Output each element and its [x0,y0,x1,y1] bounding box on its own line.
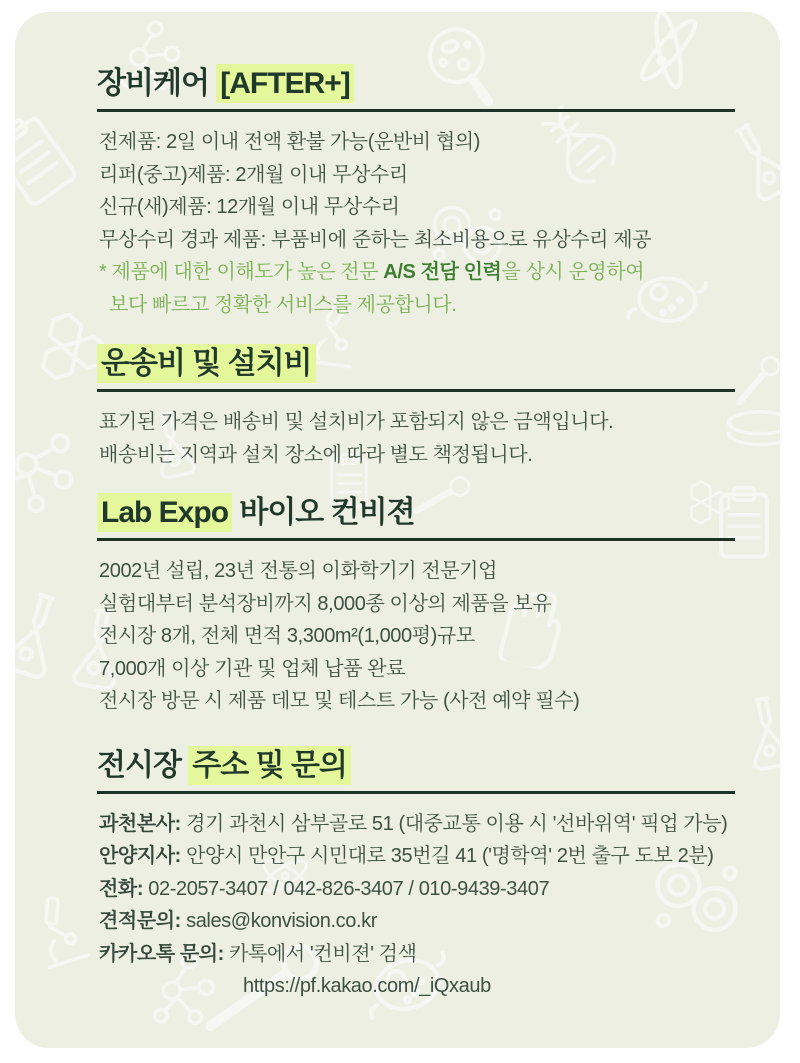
contact-row-kakao [99,938,780,971]
body-line: 무상수리 경과 제품: 부품비에 준하는 최소비용으로 유상수리 제공 [99,228,652,251]
contact-row-phone [99,873,780,906]
section-title-aftercare [97,66,735,112]
note-bold-text: A/S 전담 인력 [383,261,502,283]
contact-text: sales@konvision.co.kr [180,910,377,932]
contact-row-email [99,905,780,938]
body-line: 신규(새)제품: 12개월 이내 무상수리 [99,196,400,218]
contact-label: 견적문의: [99,910,181,932]
shipping-body [99,406,780,471]
note-text: 을 상시 운영하여 [501,261,645,283]
contact-label: 과천본사: [99,812,181,835]
body-line: 2002년 설립, 23년 전통의 이화학기기 전문기업 [99,560,497,582]
contact-row-headquarters [99,808,780,841]
body-line: 전제품: 2일 이내 전액 환불 가능(운반비 협의) [99,131,480,153]
contact-row-branch [99,840,780,873]
contact-label: 전화: [99,877,144,900]
title-highlight: Lab Expo [97,493,232,532]
contact-text: 경기 과천시 삼부골로 51 (대중교통 이용 시 '선바위역' 픽업 가능) [180,812,728,835]
body-line: 전시장 8개, 전체 면적 3,300m²(1,000평)규모 [99,625,475,647]
info-card [15,12,780,1048]
title-highlight: 운송비 및 설치비 [97,344,316,383]
section-title-about [97,495,735,541]
section-title-shipping [97,346,735,392]
body-line: 표기된 가격은 배송비 및 설치비가 포함되지 않은 금액입니다. [99,411,614,433]
title-text: 장비케어 [97,67,217,100]
kakao-channel-url: https://pf.kakao.com/_iQxaub [243,975,491,997]
body-line: 배송비는 지역과 설치 장소에 따라 별도 책정됩니다. [99,443,533,466]
title-highlight: [AFTER+] [216,64,354,103]
contact-text: 02-2057-3407 / 042-826-3407 / 010-9439-3407 [143,877,550,900]
aftercare-body [99,126,780,321]
contact-text: 카톡에서 '컨비젼' 검색 [223,942,417,965]
contact-label: 안양지사: [99,845,181,867]
title-text: 전시장 [97,748,189,782]
body-line: 전시장 방문 시 제품 데모 및 테스트 가능 (사전 예약 필수) [99,690,580,712]
section-title-contact [97,748,735,794]
note-text: * 제품에 대한 이해도가 높은 전문 [99,261,384,283]
title-highlight: 주소 및 문의 [188,746,351,785]
contact-body [99,808,780,1003]
body-line: 실험대부터 분석장비까지 8,000종 이상의 제품을 보유 [99,592,552,615]
body-line: 리퍼(중고)제품: 2개월 이내 무상수리 [99,163,408,186]
aftercare-note-line1 [99,256,780,289]
contact-label: 카카오톡 문의: [99,942,224,965]
body-line: 7,000개 이상 기관 및 업체 납품 완료 [99,657,406,680]
aftercare-note-line2: 보다 빠르고 정확한 서비스를 제공합니다. [109,293,457,316]
contact-text: 안양시 만안구 시민대로 35번길 41 ('명학역' 2번 출구 도보 2분) [180,845,714,867]
title-text: 바이오 컨비젼 [232,496,415,529]
about-body [99,555,780,718]
